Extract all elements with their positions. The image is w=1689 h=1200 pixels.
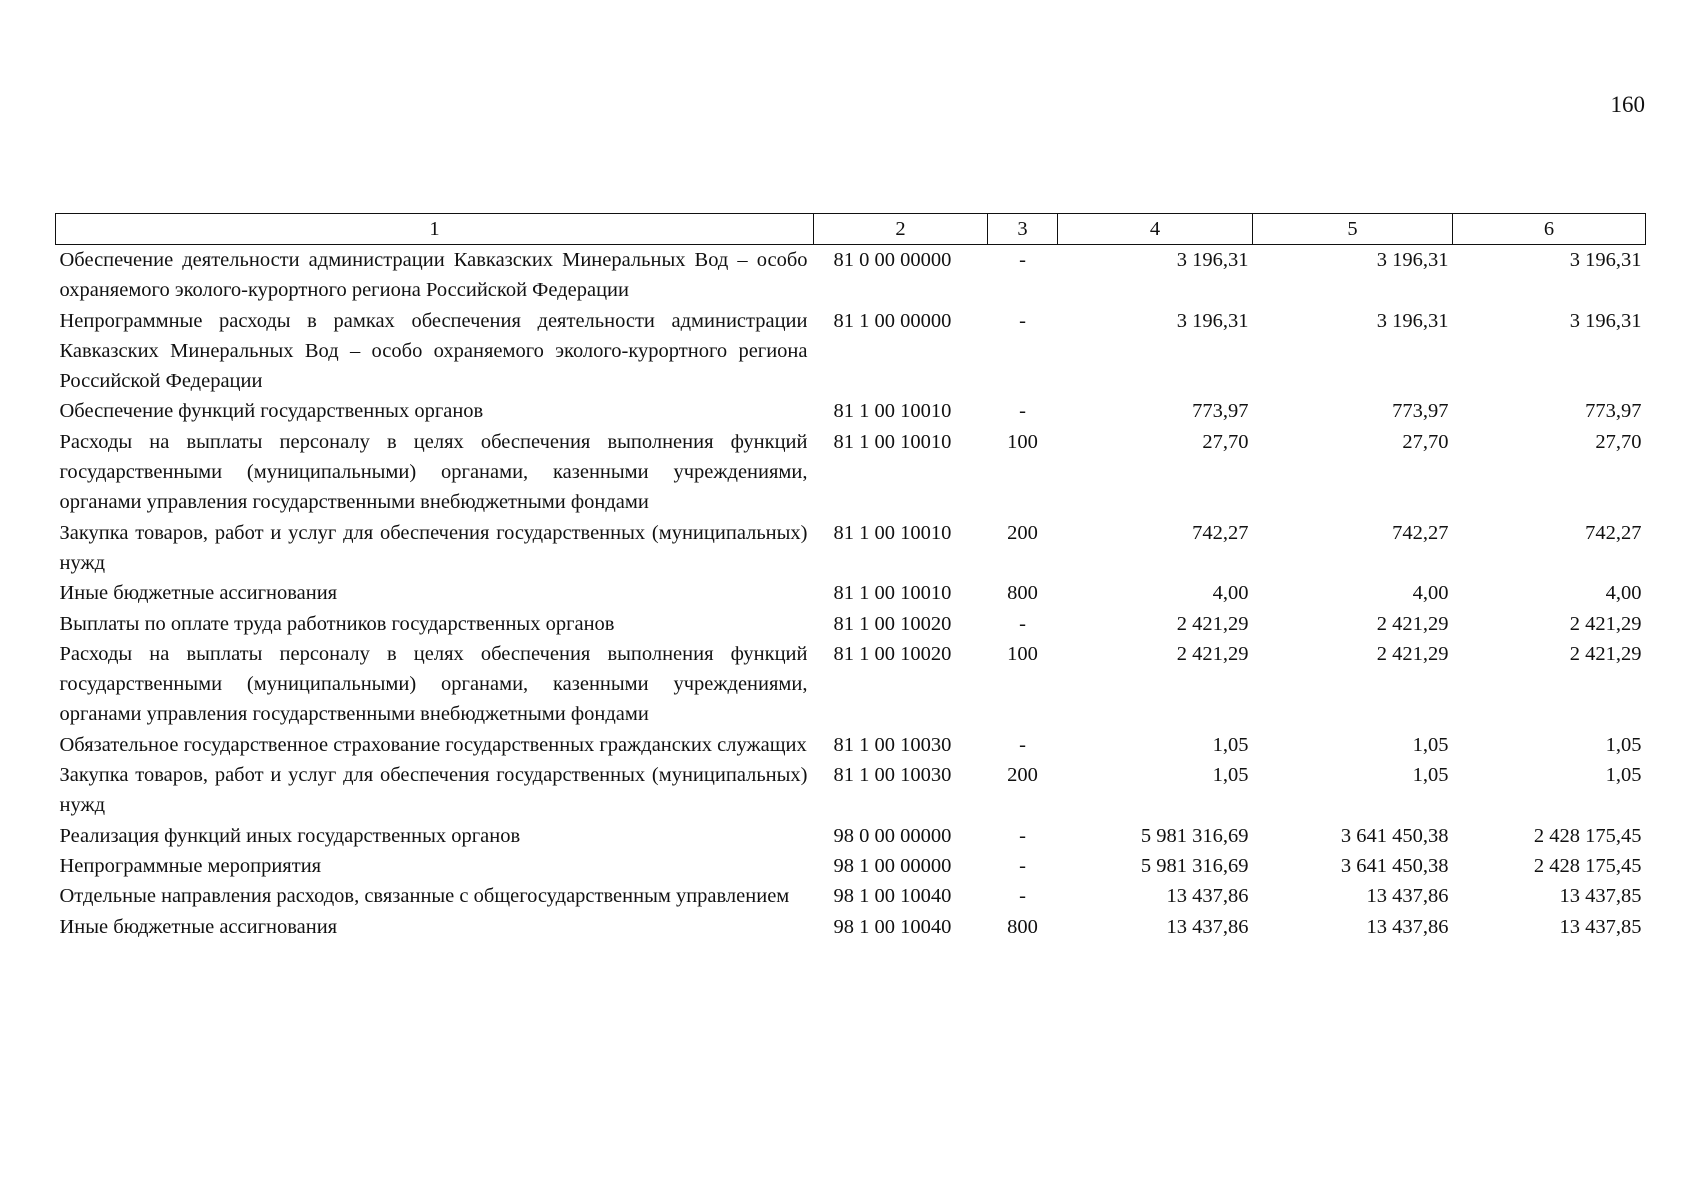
amount-col-4: 3 196,31: [1176, 249, 1249, 271]
item-name: Непрограммные мероприятия: [59, 854, 322, 877]
expense-type-code: -: [1019, 854, 1026, 877]
target-article-code: 98 0 00 00000: [833, 824, 952, 847]
target-article-code: 81 1 00 10010: [833, 430, 952, 453]
amount-col-4: 742,27: [1192, 521, 1249, 544]
item-name: Иные бюджетные ассигнования: [59, 582, 338, 605]
expense-type-code: 200: [1007, 521, 1038, 544]
amount-col-5: 742,27: [1392, 521, 1449, 544]
column-header: 6: [1453, 214, 1646, 245]
amount-col-5: 3 196,31: [1376, 309, 1449, 332]
target-article-code: 81 1 00 10020: [833, 612, 952, 635]
table-body: [56, 245, 1646, 942]
expense-type-code: 100: [1007, 430, 1038, 453]
column-header: 1: [56, 214, 814, 245]
amount-col-6: 1,05: [1605, 733, 1642, 756]
amount-col-6: 742,27: [1585, 521, 1642, 544]
amount-col-5: 2 421,29: [1376, 612, 1449, 635]
amount-col-4: 1,05: [1212, 764, 1249, 787]
expense-type-code: 100: [1007, 642, 1038, 665]
item-name: Обеспечение деятельности администрации Кавказских Минеральных Вод – особо охраняемого эколого-курортного региона Российской Федерации: [59, 249, 808, 302]
amount-col-6: 1,05: [1605, 764, 1642, 787]
amount-col-5: 13 437,86: [1366, 885, 1449, 908]
column-header: 5: [1253, 214, 1453, 245]
amount-col-4: 5 981 316,69: [1140, 824, 1249, 847]
table-row: [56, 851, 1646, 881]
amount-col-6: 4,00: [1605, 582, 1642, 605]
amount-col-4: 27,70: [1202, 430, 1249, 453]
table-row: [56, 518, 1646, 579]
amount-col-6: 2 421,29: [1569, 612, 1642, 635]
expense-type-code: -: [1019, 400, 1026, 423]
target-article-code: 81 0 00 00000: [833, 249, 952, 271]
budget-table: [55, 213, 1646, 942]
expense-type-code: -: [1019, 885, 1026, 908]
target-article-code: 81 1 00 00000: [833, 309, 952, 332]
amount-col-4: 2 421,29: [1176, 642, 1249, 665]
item-name: Закупка товаров, работ и услуг для обеспечения государственных (муниципальных) нужд: [59, 764, 808, 817]
table-row: [56, 578, 1646, 608]
amount-col-5: 3 641 450,38: [1340, 824, 1449, 847]
expense-type-code: -: [1019, 733, 1026, 756]
amount-col-4: 4,00: [1212, 582, 1249, 605]
target-article-code: 81 1 00 10010: [833, 521, 952, 544]
target-article-code: 81 1 00 10010: [833, 400, 952, 423]
amount-col-4: 5 981 316,69: [1140, 854, 1249, 877]
table-row: [56, 639, 1646, 730]
item-name: Непрограммные расходы в рамках обеспечения деятельности администрации Кавказских Минеральных Вод – особо охраняемого эколого-курортного региона Российской Федерации: [59, 309, 808, 393]
amount-col-5: 3 641 450,38: [1340, 854, 1449, 877]
table-row: [56, 760, 1646, 821]
expense-type-code: -: [1019, 309, 1026, 332]
amount-col-5: 4,00: [1412, 582, 1449, 605]
table-row: [56, 609, 1646, 639]
table-row: [56, 821, 1646, 851]
amount-col-6: 3 196,31: [1569, 249, 1642, 271]
amount-col-6: 2 428 175,45: [1533, 854, 1642, 877]
target-article-code: 81 1 00 10020: [833, 642, 952, 665]
table-row: [56, 730, 1646, 760]
amount-col-4: 773,97: [1192, 400, 1249, 423]
amount-col-4: 1,05: [1212, 733, 1249, 756]
target-article-code: 98 1 00 10040: [833, 915, 952, 938]
amount-col-6: 13 437,85: [1559, 915, 1642, 938]
item-name: Иные бюджетные ассигнования: [59, 915, 338, 938]
item-name: Закупка товаров, работ и услуг для обеспечения государственных (муниципальных) нужд: [59, 521, 808, 574]
page-number: 160: [1610, 92, 1645, 117]
expense-type-code: 200: [1007, 764, 1038, 787]
item-name: Расходы на выплаты персоналу в целях обеспечения выполнения функций государственными (муниципальными) органами, казенными учреждениями, органами управления государственными внебюджетными фондами: [59, 430, 808, 514]
table-row: [56, 427, 1646, 518]
table-row: [56, 912, 1646, 942]
table-header-row: [56, 214, 1646, 245]
amount-col-5: 27,70: [1402, 430, 1449, 453]
amount-col-6: 2 421,29: [1569, 642, 1642, 665]
expense-type-code: 800: [1007, 915, 1038, 938]
item-name: Расходы на выплаты персоналу в целях обеспечения выполнения функций государственными (муниципальными) органами, казенными учреждениями, органами управления государственными внебюджетными фондами: [59, 642, 808, 726]
item-name: Обеспечение функций государственных органов: [59, 400, 484, 423]
amount-col-5: 2 421,29: [1376, 642, 1449, 665]
amount-col-5: 773,97: [1392, 400, 1449, 423]
amount-col-6: 773,97: [1585, 400, 1642, 423]
amount-col-4: 13 437,86: [1166, 885, 1249, 908]
item-name: Обязательное государственное страхование государственных гражданских служащих: [59, 733, 807, 756]
target-article-code: 81 1 00 10030: [833, 764, 952, 787]
expense-type-code: -: [1019, 824, 1026, 847]
item-name: Реализация функций иных государственных органов: [59, 824, 521, 847]
column-header: 4: [1058, 214, 1253, 245]
target-article-code: 98 1 00 10040: [833, 885, 952, 908]
amount-col-5: 1,05: [1412, 764, 1449, 787]
target-article-code: 98 1 00 00000: [833, 854, 952, 877]
target-article-code: 81 1 00 10010: [833, 582, 952, 605]
amount-col-4: 3 196,31: [1176, 309, 1249, 332]
column-header: 2: [814, 214, 988, 245]
table-row: [56, 396, 1646, 426]
amount-col-5: 3 196,31: [1376, 249, 1449, 271]
expense-type-code: -: [1019, 612, 1026, 635]
expense-type-code: -: [1019, 249, 1026, 271]
amount-col-4: 13 437,86: [1166, 915, 1249, 938]
item-name: Выплаты по оплате труда работников государственных органов: [59, 612, 615, 635]
item-name: Отдельные направления расходов, связанные с общегосударственным управлением: [59, 885, 790, 908]
amount-col-6: 3 196,31: [1569, 309, 1642, 332]
target-article-code: 81 1 00 10030: [833, 733, 952, 756]
amount-col-4: 2 421,29: [1176, 612, 1249, 635]
amount-col-6: 2 428 175,45: [1533, 824, 1642, 847]
table-row: [56, 881, 1646, 911]
amount-col-5: 1,05: [1412, 733, 1449, 756]
table-row: [56, 306, 1646, 397]
expense-type-code: 800: [1007, 582, 1038, 605]
amount-col-6: 13 437,85: [1559, 885, 1642, 908]
table-row: [56, 245, 1646, 306]
amount-col-5: 13 437,86: [1366, 915, 1449, 938]
column-header: 3: [988, 214, 1058, 245]
amount-col-6: 27,70: [1595, 430, 1642, 453]
